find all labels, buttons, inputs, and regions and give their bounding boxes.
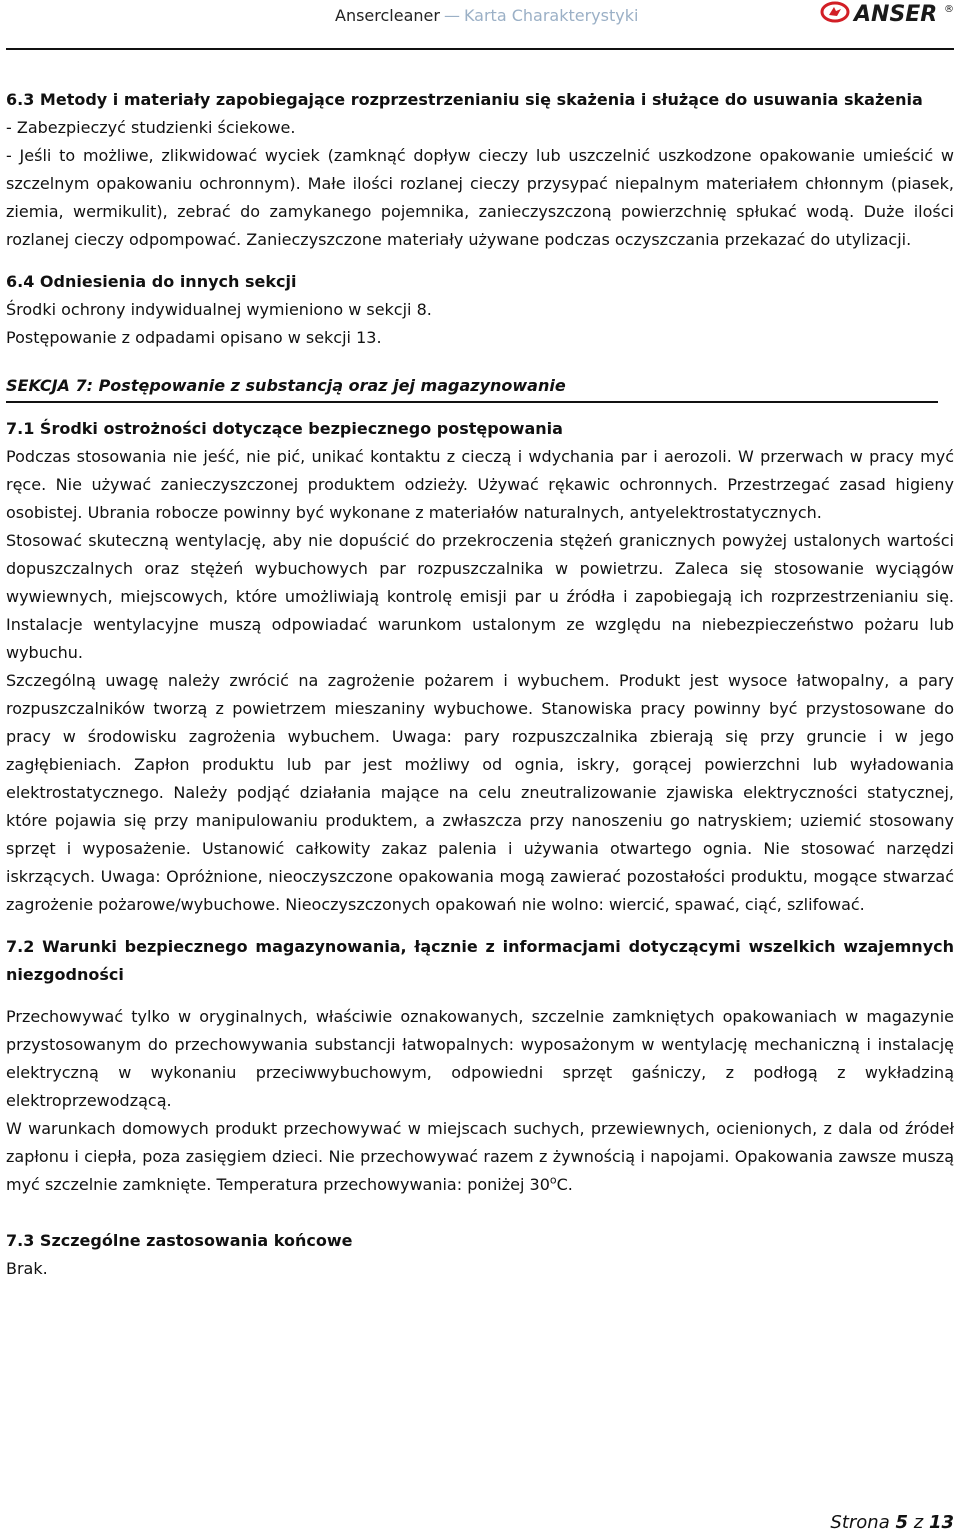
- document-body: [6, 86, 954, 1283]
- section-7-2-para-2: [6, 1115, 954, 1199]
- header-doc-name: Karta Charakterystyki: [463, 6, 639, 25]
- section-7-1-para-2: Stosować skuteczną wentylację, aby nie dopuścić do przekroczenia stężeń granicznych powyżej ustalonych wartości dopuszczalnych oraz stężeń wybuchowych par rozpuszczalnika w powietrzu. Zaleca się stosowanie wyciągów wywiewnych, miejscowych, które umożliwiają kontrolę emisji par u źródła i zapobiegają ich rozprzestrzenianiu się. Instalacje wentylacyjne muszą odpowiadać warunkom ustalonym ze względu na niebezpieczeństwo pożaru lub wybuchu.: [6, 531, 954, 662]
- logo-text: ANSER: [854, 2, 938, 26]
- degree-superscript: o: [549, 1173, 557, 1187]
- section-6-3-title: 6.3 Metody i materiały zapobiegające rozprzestrzenianiu się skażenia i służące do usuwania skażenia: [6, 90, 923, 109]
- section-6-3-para-2: - Jeśli to możliwe, zlikwidować wyciek (zamknąć dopływ cieczy lub uszczelnić uszkodzone opakowanie umieścić w szczelnym opakowaniu ochronnym). Małe ilości rozlanej cieczy przysypać niepalnym materiałem chłonnym (piasek, ziemia, wermikulit), zebrać do zamykanego pojemnika, zanieczyszczoną powierzchnię spłukać wodą. Duże ilości rozlanej cieczy odpompować. Zanieczyszczone materiały używane podczas oczyszczania przekazać do utylizacji.: [6, 146, 954, 249]
- header-app-name: Ansercleaner: [335, 6, 440, 25]
- section-6-3-para-1: - Zabezpieczyć studzienki ściekowe.: [6, 118, 296, 137]
- section-7-rule: [6, 401, 938, 403]
- footer-page-number: 5: [895, 1512, 909, 1533]
- page-header: [0, 0, 960, 40]
- section-7-1-title: 7.1 Środki ostrożności dotyczące bezpiecznego postępowania: [6, 419, 563, 438]
- section-7-3-para-1: Brak.: [6, 1259, 48, 1278]
- logo-registered-mark: ®: [944, 4, 954, 15]
- page-footer: [830, 1512, 954, 1533]
- header-title: [335, 6, 638, 25]
- section-6-4-para-2: Postępowanie z odpadami opisano w sekcji 13.: [6, 328, 382, 347]
- section-7-2-para-1: Przechowywać tylko w oryginalnych, właściwie oznakowanych, szczelnie zamkniętych opakowaniach w magazynie przystosowanym do przechowywania substancji łatwopalnych: wyposażonym w wentylację mechaniczną i instalację elektryczną w wykonaniu przeciwwybuchowym, odpowiedni sprzęt gaśniczy, z podłogą z wykładziną elektroprzewodzącą.: [6, 1007, 954, 1110]
- section-7-2-para-2-end: C.: [556, 1175, 573, 1194]
- anser-logo: [820, 0, 960, 26]
- section-7-1-para-1: Podczas stosowania nie jeść, nie pić, unikać kontaktu z cieczą i wdychania par i aerozoli. W przerwach w pracy myć ręce. Nie używać zanieczyszczonej produktem odzieży. Używać rękawic ochronnych. Przestrzegać zasad higieny osobistej. Ubrania robocze powinny być wykonane z materiałów naturalnych, antyelektrostatycznych.: [6, 447, 954, 522]
- header-rule: [6, 48, 954, 50]
- section-6-4-para-1: Środki ochrony indywidualnej wymieniono w sekcji 8.: [6, 300, 432, 319]
- section-6-4-title: 6.4 Odniesienia do innych sekcji: [6, 272, 297, 291]
- section-7-2-para-2-text: W warunkach domowych produkt przechowywać w miejscach suchych, przewiewnych, ocienionych, z dala od źródeł zapłonu i ciepła, poza zasięgiem dzieci. Nie przechowywać razem z żywnością i napojami. Opakowania zawsze muszą myć szczelnie zamknięte. Temperatura przechowywania: poniżej 30: [6, 1119, 954, 1194]
- section-7-3-title: 7.3 Szczególne zastosowania końcowe: [6, 1231, 353, 1250]
- footer-of: z: [913, 1512, 924, 1533]
- header-separator: —: [443, 6, 460, 25]
- footer-page-total: 13: [928, 1512, 954, 1533]
- section-7-heading: SEKCJA 7: Postępowanie z substancją oraz jej magazynowanie: [6, 376, 566, 395]
- footer-prefix: Strona: [830, 1512, 890, 1533]
- section-7-2-title: 7.2 Warunki bezpiecznego magazynowania, łącznie z informacjami dotyczącymi wszelkich wzajemnych niezgodności: [6, 937, 954, 984]
- section-7-1-para-3: Szczególną uwagę należy zwrócić na zagrożenie pożarem i wybuchem. Produkt jest wysoce łatwopalny, a pary rozpuszczalników tworzą z powietrzem mieszaniny wybuchowe. Stanowiska pracy powinny być przystosowane do pracy w środowisku zagrożenia wybuchem. Uwaga: pary rozpuszczalnika zbierają się przy gruncie i w jego zagłębieniach. Zapłon produktu lub par jest możliwy od ognia, iskry, gorącej powierzchni lub wyładowania elektrostatycznego. Należy podjąć działania mające na celu zneutralizowanie zjawiska elektryczności statycznej, które pojawia się przy manipulowaniu produktem, a zwłaszcza przy nanoszeniu go natryskiem; uziemić stosowany sprzęt i wyposażenie. Ustanowić całkowity zakaz palenia i używania otwartego ognia. Nie stosować narzędzi iskrzących. Uwaga: Opróżnione, nieoczyszczone opakowania mogą zawierać pozostałości produktu, mogące stwarzać zagrożenie pożarowe/wybuchowe. Nieoczyszczonych opakowań nie wolno: wiercić, spawać, ciąć, szlifować.: [6, 671, 954, 914]
